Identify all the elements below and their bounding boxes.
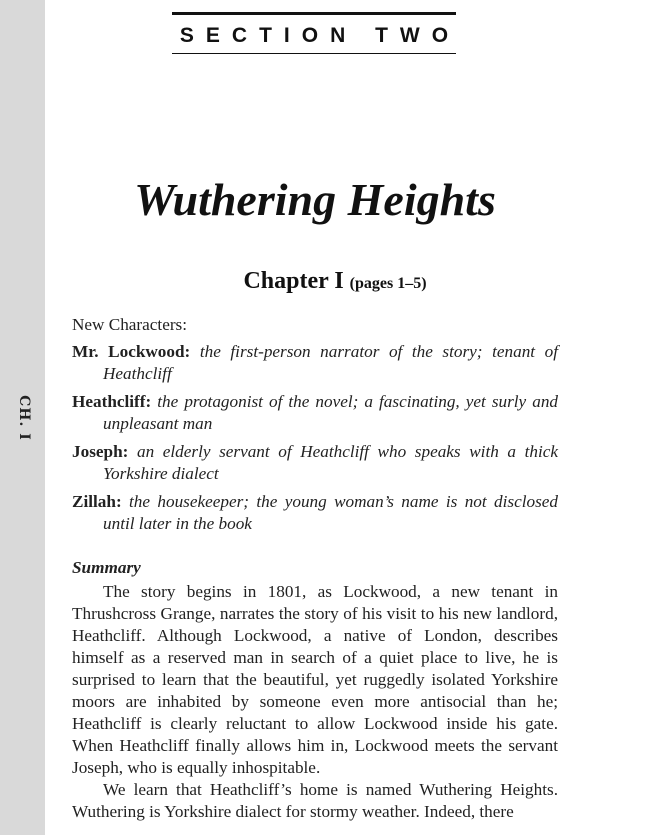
section-header	[172, 12, 461, 54]
character-name: Heathcliff:	[72, 392, 152, 411]
character-entry	[72, 341, 558, 385]
summary-heading: Summary	[72, 558, 141, 577]
character-entry	[72, 491, 558, 535]
chapter-heading	[45, 264, 625, 301]
section-header-label: SECTION TWO	[179, 24, 461, 47]
character-name: Mr. Lockwood:	[72, 342, 191, 361]
character-name: Zillah:	[72, 492, 122, 511]
book-title: Wuthering Heights	[134, 174, 496, 225]
summary-paragraph: We learn that Heathcliff’s home is named Wuthering Heights. Wuthering is Yorkshire dialect for stormy weather. Indeed, there	[72, 780, 558, 821]
character-description: the housekeeper; the young woman’s name is not disclosed until later in the book	[103, 492, 558, 533]
chapter-pages: (pages 1–5)	[349, 275, 427, 292]
new-characters-label: New Characters:	[72, 315, 188, 334]
chapter-side-tab-label: CH. I	[16, 395, 33, 441]
chapter-title: Chapter I	[243, 268, 344, 294]
chapter-side-tab	[12, 395, 36, 441]
character-description: an elderly servant of Heathcliff who speaks with a thick Yorkshire dialect	[103, 442, 559, 483]
character-entry	[72, 391, 558, 435]
character-name: Joseph:	[72, 442, 129, 461]
character-entry	[72, 441, 558, 485]
character-description: the first-person narrator of the story; tenant of Heathcliff	[103, 342, 558, 383]
page-content	[72, 314, 558, 823]
summary-paragraph: The story begins in 1801, as Lockwood, a new tenant in Thrushcross Grange, narrates the story of his visit to his new landlord, Heathcliff. Although Lockwood, a native of London, describes himself as a reserved man in search of a quiet place to live, he is surprised to learn that the beautiful, yet ruggedly isolated Yorkshire moors are inhabited by someone even more antisocial than he; Heathcliff is clearly reluctant to allow Lockwood inside his gate. When Heathcliff finally allows him in, Lockwood meets the servant Joseph, who is equally inhospitable.	[72, 582, 558, 777]
character-description: the protagonist of the novel; a fascinating, yet surly and unpleasant man	[103, 392, 559, 433]
